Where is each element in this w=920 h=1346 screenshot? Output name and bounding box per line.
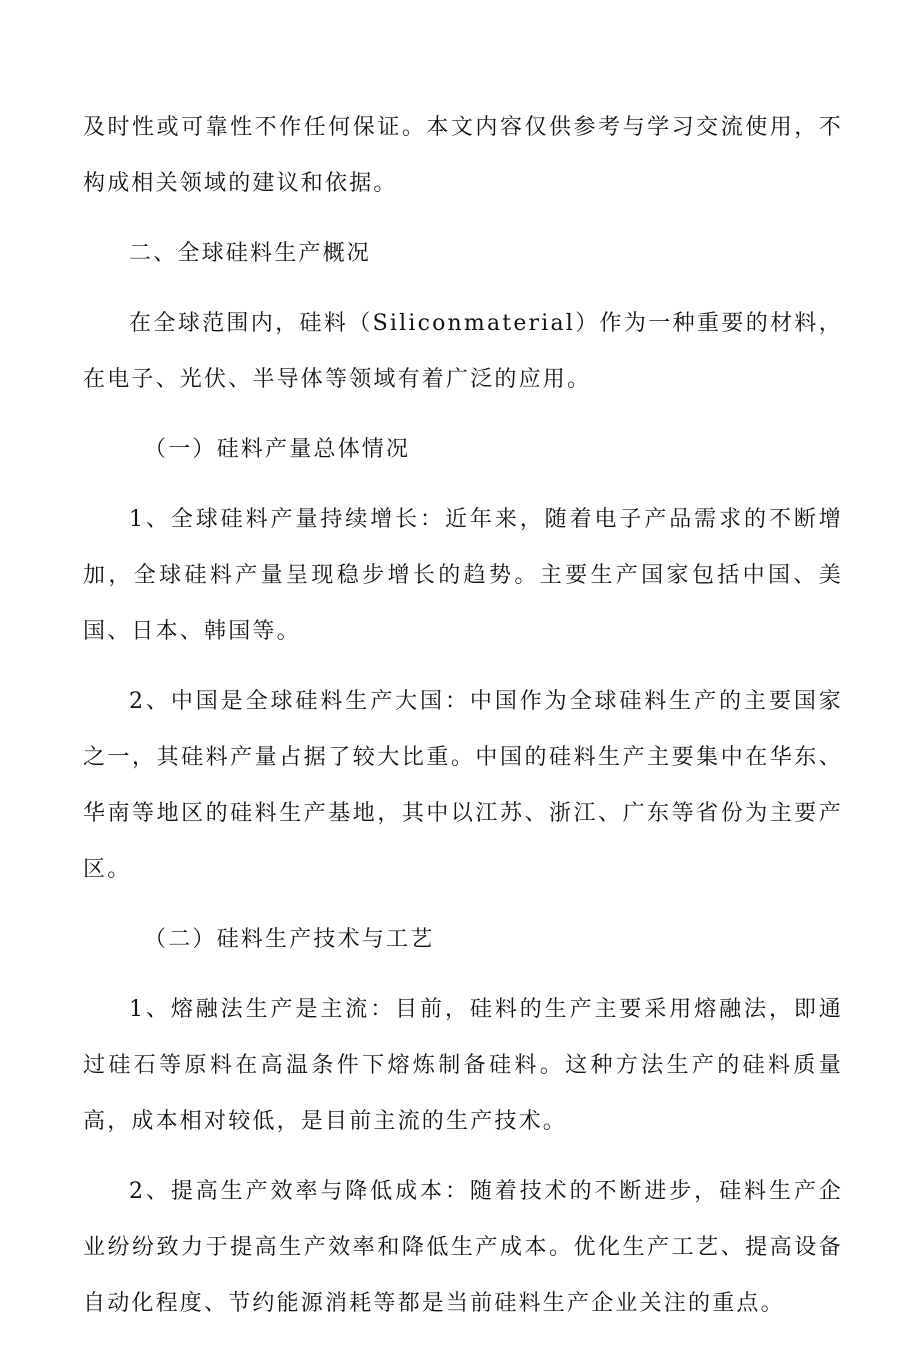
technology-point-1: 1、熔融法生产是主流：目前，硅料的生产主要采用熔融法，即通过硅石等原料在高温条件下熔炼制备硅料。这种方法生产的硅料质量高，成本相对较低，是目前主流的生产技术。 xyxy=(83,997,843,1134)
subsection-heading-technology: （二）硅料生产技术与工艺 xyxy=(144,927,435,952)
disclaimer-continuation: 及时性或可靠性不作任何保证。本文内容仅供参考与学习交流使用，不构成相关领域的建议和依据。 xyxy=(83,115,843,196)
document-page xyxy=(83,100,843,1346)
subsection-heading-output: （一）硅料产量总体情况 xyxy=(144,437,411,462)
output-point-2: 2、中国是全球硅料生产大国：中国作为全球硅料生产的主要国家之一，其硅料产量占据了较大比重。中国的硅料生产主要集中在华东、华南等地区的硅料生产基地，其中以江苏、浙江、广东等省份为主要产区。 xyxy=(83,689,843,882)
output-point-1: 1、全球硅料产量持续增长：近年来，随着电子产品需求的不断增加，全球硅料产量呈现稳步增长的趋势。主要生产国家包括中国、美国、日本、韩国等。 xyxy=(83,507,843,644)
intro-paragraph: 在全球范围内，硅料（Siliconmaterial）作为一种重要的材料，在电子、光伏、半导体等领域有着广泛的应用。 xyxy=(83,311,843,392)
technology-point-2: 2、提高生产效率与降低成本：随着技术的不断进步，硅料生产企业纷纷致力于提高生产效率和降低生产成本。优化生产工艺、提高设备自动化程度、节约能源消耗等都是当前硅料生产企业关注的重点。 xyxy=(83,1179,843,1316)
section-heading-global-production: 二、全球硅料生产概况 xyxy=(129,241,372,266)
